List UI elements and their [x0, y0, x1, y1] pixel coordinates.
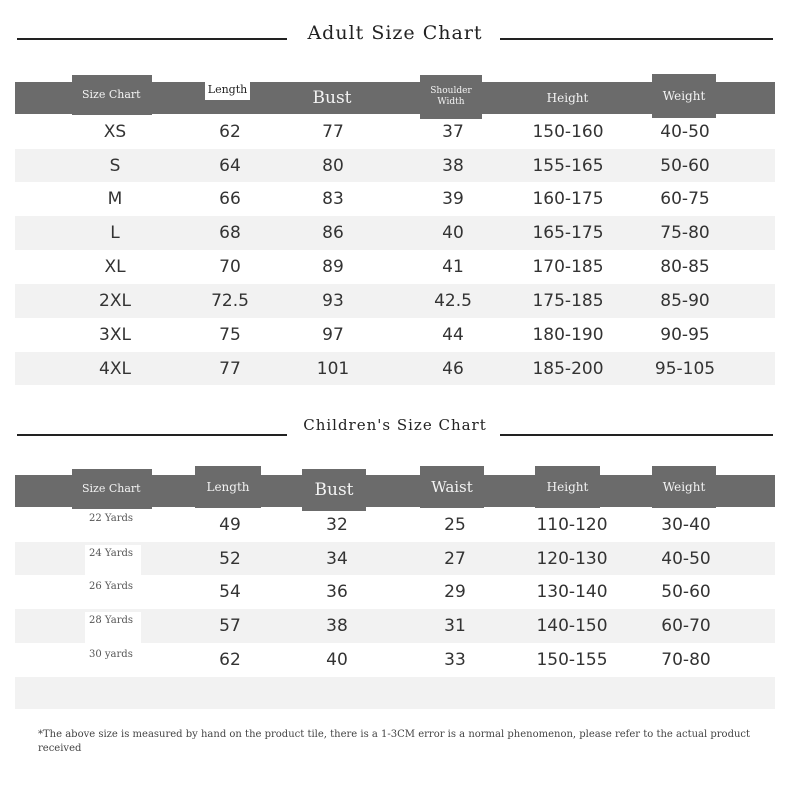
table-row: [15, 507, 775, 542]
height-cell: 165-175: [532, 223, 604, 243]
bust-cell: 77: [322, 122, 344, 142]
size-cell: 26 Yards: [85, 578, 141, 609]
height-cell: 110-120: [536, 514, 608, 535]
shoulder-cell: 40: [442, 223, 464, 243]
waist-cell: 27: [444, 548, 466, 569]
size-cell: 28 Yards: [85, 612, 141, 643]
children-chart-title-row: [0, 414, 790, 444]
children-header-bust: Bust: [302, 469, 366, 511]
shoulder-cell: 39: [442, 189, 464, 209]
table-row: [15, 182, 775, 216]
shoulder-cell: 42.5: [434, 291, 472, 311]
height-cell: 150-155: [536, 650, 608, 670]
height-cell: 150-160: [532, 122, 604, 142]
height-cell: 130-140: [536, 582, 608, 602]
weight-cell: 40-50: [660, 122, 710, 142]
length-cell: 64: [219, 155, 241, 176]
bust-cell: 93: [322, 291, 344, 311]
adult-header-height: Height: [535, 82, 600, 114]
size-cell: 30 yards: [85, 646, 141, 677]
children-header-waist: Waist: [420, 466, 484, 508]
weight-cell: 90-95: [660, 325, 710, 345]
shoulder-cell: 41: [442, 257, 464, 277]
weight-cell: 40-50: [661, 548, 711, 569]
bust-cell: 38: [326, 616, 348, 636]
table-row: [15, 115, 775, 149]
size-cell: 2XL: [99, 291, 131, 311]
height-cell: 180-190: [532, 325, 604, 345]
shoulder-cell: 37: [442, 122, 464, 142]
children-header-size: Size Chart: [72, 469, 152, 509]
weight-cell: 95-105: [654, 358, 716, 379]
children-header-weight: Weight: [652, 466, 716, 508]
length-cell: 49: [219, 514, 241, 535]
height-cell: 170-185: [532, 257, 604, 277]
weight-cell: 60-75: [660, 189, 710, 209]
bust-cell: 80: [322, 155, 344, 176]
size-cell: M: [107, 189, 123, 209]
weight-cell: 85-90: [660, 291, 710, 311]
title-rule-right: [500, 434, 773, 436]
weight-cell: 70-80: [661, 650, 711, 670]
size-cell: 22 Yards: [85, 510, 141, 542]
size-cell: L: [110, 223, 120, 243]
height-cell: 160-175: [532, 189, 604, 209]
adult-header-size: Size Chart: [72, 75, 152, 115]
table-row: [15, 542, 775, 575]
height-cell: 140-150: [536, 616, 608, 636]
adult-chart-title-row: [0, 22, 790, 52]
adult-header-weight: Weight: [652, 74, 716, 118]
waist-cell: 33: [444, 650, 466, 670]
size-cell: XS: [103, 122, 127, 142]
table-row: [15, 216, 775, 250]
length-cell: 68: [219, 223, 241, 243]
shoulder-cell: 38: [442, 155, 464, 176]
size-cell: XL: [104, 257, 126, 277]
length-cell: 66: [219, 189, 241, 209]
children-header-length: Length: [195, 466, 261, 508]
bust-cell: 40: [326, 650, 348, 670]
weight-cell: 30-40: [661, 514, 711, 535]
length-cell: 70: [219, 257, 241, 277]
waist-cell: 25: [444, 514, 466, 535]
weight-cell: 50-60: [660, 155, 710, 176]
table-row: [15, 250, 775, 284]
length-cell: 52: [219, 548, 241, 569]
length-cell: 57: [219, 616, 241, 636]
empty-row: [15, 677, 775, 709]
title-rule-right: [500, 38, 773, 40]
bust-cell: 34: [326, 548, 348, 569]
table-row: [15, 284, 775, 318]
waist-cell: 29: [444, 582, 466, 602]
table-row: [15, 609, 775, 643]
footnote: *The above size is measured by hand on the product tile, there is a 1-3CM error is a normal phenomenon, please refer to the actual product received: [38, 729, 751, 754]
size-cell: 24 Yards: [85, 545, 141, 575]
height-cell: 120-130: [536, 548, 608, 569]
weight-cell: 80-85: [660, 257, 710, 277]
table-row: [15, 643, 775, 677]
title-rule-left: [17, 434, 287, 436]
size-cell: 3XL: [99, 325, 131, 345]
bust-cell: 86: [322, 223, 344, 243]
shoulder-cell: 46: [442, 358, 464, 379]
table-row: [15, 575, 775, 609]
adult-header-bust: Bust: [302, 82, 362, 114]
table-row: [15, 318, 775, 352]
bust-cell: 101: [316, 358, 350, 379]
size-cell: S: [109, 155, 121, 176]
children-header-height: Height: [535, 466, 600, 508]
bust-cell: 36: [326, 582, 348, 602]
length-cell: 77: [219, 358, 241, 379]
height-cell: 175-185: [532, 291, 604, 311]
adult-header-shoulder: Shoulder Width: [420, 75, 482, 119]
bust-cell: 83: [322, 189, 344, 209]
length-cell: 62: [219, 650, 241, 670]
length-cell: 62: [219, 122, 241, 142]
bust-cell: 97: [322, 325, 344, 345]
adult-chart-title: Adult Size Chart: [307, 22, 483, 44]
bust-cell: 32: [326, 514, 348, 535]
adult-header-length: Length: [205, 80, 250, 100]
table-row: [15, 352, 775, 385]
table-row: [15, 149, 775, 182]
length-cell: 75: [219, 325, 241, 345]
weight-cell: 50-60: [661, 582, 711, 602]
bust-cell: 89: [322, 257, 344, 277]
length-cell: 54: [219, 582, 241, 602]
shoulder-cell: 44: [442, 325, 464, 345]
length-cell: 72.5: [211, 291, 249, 311]
height-cell: 185-200: [532, 358, 604, 379]
size-cell: 4XL: [99, 358, 131, 379]
weight-cell: 75-80: [660, 223, 710, 243]
weight-cell: 60-70: [661, 616, 711, 636]
waist-cell: 31: [444, 616, 466, 636]
children-chart-title: Children's Size Chart: [303, 416, 487, 434]
height-cell: 155-165: [532, 155, 604, 176]
